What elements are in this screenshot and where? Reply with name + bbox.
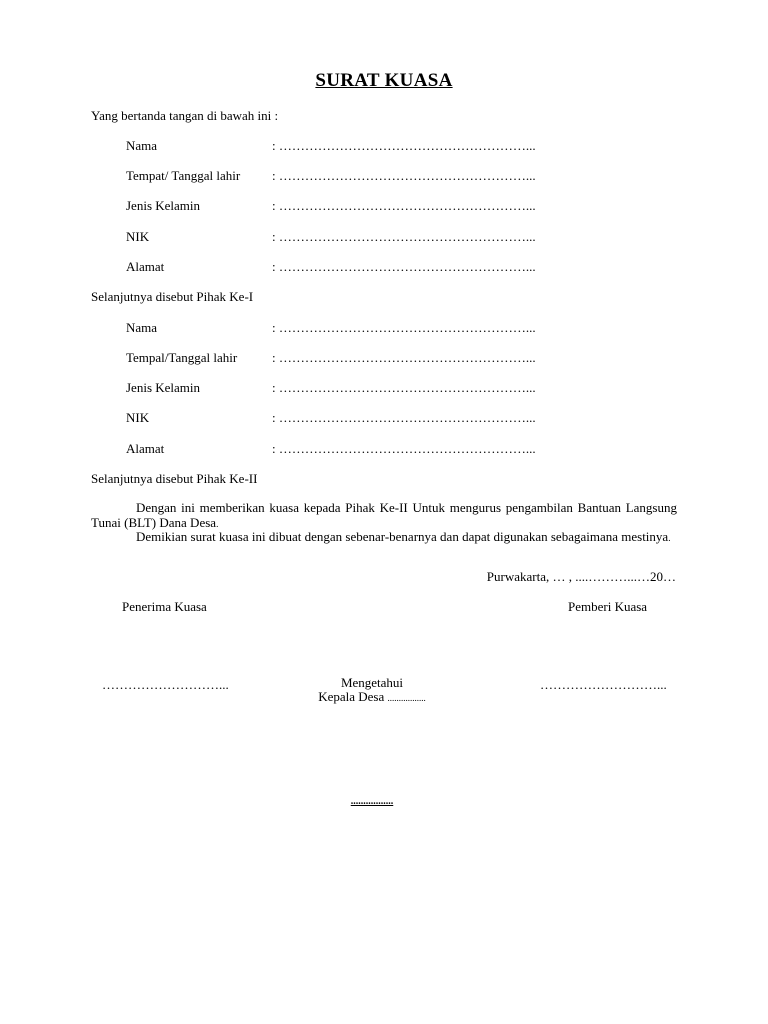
party1-nik-value: : …………………………………………………... <box>272 229 536 244</box>
party2-gender-label: Jenis Kelamin <box>126 380 201 395</box>
party2-footer: Selanjutnya disebut Pihak Ke-II <box>91 471 258 486</box>
document-title: SURAT KUASA <box>315 70 453 91</box>
party2-name-value: : …………………………………………………... <box>272 320 536 335</box>
head-signature-block <box>272 793 472 809</box>
body-paragraph-2-end: . <box>668 533 671 543</box>
head-village-blank: ................. <box>387 693 426 703</box>
party1-name-value: : …………………………………………………... <box>272 138 536 153</box>
receiver-signature-blank: ………………………... <box>102 677 229 692</box>
party1-gender-label: Jenis Kelamin <box>126 198 201 213</box>
receiver-label: Penerima Kuasa <box>122 599 207 614</box>
body-paragraph-2 <box>91 530 677 546</box>
party1-birth-label: Tempat/ Tanggal lahir <box>126 168 241 183</box>
party2-address-value: : …………………………………………………... <box>272 441 536 456</box>
head-line <box>272 690 472 705</box>
body-paragraph-1 <box>91 501 677 531</box>
party2-birth-value: : …………………………………………………... <box>272 350 536 365</box>
party1-address-value: : …………………………………………………... <box>272 259 536 274</box>
party2-nik-label: NIK <box>126 410 150 425</box>
giver-label: Pemberi Kuasa <box>568 599 648 614</box>
head-name-blank: ................. <box>350 796 394 807</box>
giver-signature-blank: ………………………... <box>540 677 667 692</box>
party1-birth-value: : …………………………………………………... <box>272 168 536 183</box>
party2-nik-value: : …………………………………………………... <box>272 410 536 425</box>
party1-address-label: Alamat <box>126 259 165 274</box>
party2-gender-value: : …………………………………………………... <box>272 380 536 395</box>
intro-text: Yang bertanda tangan di bawah ini : <box>91 108 279 123</box>
body-paragraph-1-end: . <box>216 518 219 529</box>
witness-block <box>272 676 472 705</box>
party1-gender-value: : …………………………………………………... <box>272 198 536 213</box>
party2-address-label: Alamat <box>126 441 165 456</box>
date-line: Purwakarta, … , ....………...…20… <box>486 569 676 584</box>
witness-label: Mengetahui <box>340 675 404 690</box>
body-paragraph-2-text: Demikian surat kuasa ini dibuat dengan sebenar-benarnya dan dapat digunakan sebagaimana mestinya <box>136 529 669 544</box>
head-label: Kepala Desa <box>318 689 385 704</box>
party2-name-label: Nama <box>126 320 158 335</box>
party2-birth-label: Tempal/Tanggal lahir <box>126 350 238 365</box>
party1-name-label: Nama <box>126 138 158 153</box>
body-paragraph-1-text: Dengan ini memberikan kuasa kepada Pihak Ke-II Untuk mengurus pengambilan Bantuan Langsung Tunai (BLT) Dana Desa <box>91 500 677 530</box>
party1-nik-label: NIK <box>126 229 150 244</box>
party1-footer: Selanjutnya disebut Pihak Ke-I <box>91 289 254 304</box>
